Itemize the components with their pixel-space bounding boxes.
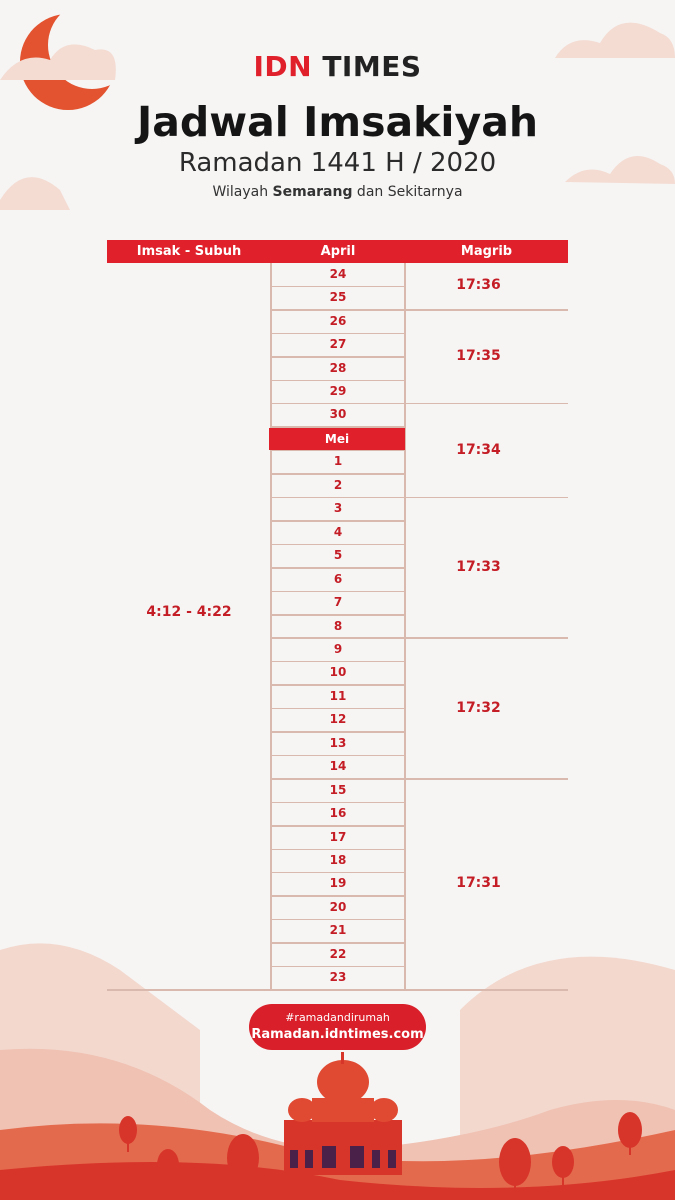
date-cell: 21 — [329, 923, 347, 938]
date-cell: 12 — [329, 712, 347, 727]
header-april: April — [320, 244, 356, 259]
date-cell: 2 — [333, 477, 343, 492]
grid-hline — [270, 309, 406, 311]
grid-hline — [270, 802, 406, 804]
brand-idn: IDN — [253, 50, 313, 83]
date-cell: 22 — [329, 946, 347, 961]
grid-hline — [270, 473, 406, 475]
grid-hline — [270, 497, 406, 499]
grid-hline — [270, 895, 406, 897]
grid-hline — [270, 567, 406, 569]
date-cell: 15 — [329, 782, 347, 797]
date-cell: 30 — [329, 407, 347, 422]
magrib-time: 17:33 — [456, 558, 501, 575]
grid-hline — [270, 356, 406, 358]
date-cell: 24 — [329, 266, 347, 281]
date-cell: 11 — [329, 688, 347, 703]
grid-hline — [270, 778, 406, 780]
grid-hline — [270, 380, 406, 382]
magrib-time: 17:31 — [456, 875, 501, 892]
header-magrib: Magrib — [460, 244, 513, 259]
grid-hline — [270, 731, 406, 733]
date-cell: 10 — [329, 665, 347, 680]
month-divider-mei: Mei — [269, 428, 405, 450]
date-cell: 7 — [333, 595, 343, 610]
magrib-divider — [404, 778, 568, 780]
grid-hline — [270, 333, 406, 335]
grid-hline — [270, 966, 406, 968]
brand-times: TIMES — [322, 50, 422, 83]
date-cell: 25 — [329, 290, 347, 305]
magrib-divider — [404, 309, 568, 311]
region-prefix: Wilayah — [212, 184, 273, 200]
footer-hashtag: #ramadandirumah — [285, 1011, 390, 1024]
date-cell: 20 — [329, 899, 347, 914]
imsak-subuh-time: 4:12 - 4:22 — [146, 604, 232, 620]
footer-url: Ramadan.idntimes.com — [251, 1027, 424, 1042]
grid-hline — [270, 286, 406, 288]
date-cell: 9 — [333, 641, 343, 656]
grid-hline — [270, 637, 406, 639]
magrib-time: 17:35 — [456, 347, 501, 364]
grid-hline — [270, 544, 406, 546]
date-cell: 13 — [329, 735, 347, 750]
footer-pill — [249, 1004, 426, 1050]
date-cell: 18 — [329, 853, 347, 868]
magrib-time: 17:36 — [456, 277, 501, 294]
magrib-time: 17:32 — [456, 699, 501, 716]
grid-hline — [270, 708, 406, 710]
grid-hline — [270, 919, 406, 921]
region-city: Semarang — [272, 184, 353, 200]
magrib-divider — [404, 403, 568, 405]
date-cell: 3 — [333, 501, 343, 516]
date-cell: 6 — [333, 571, 343, 586]
region-suffix: dan Sekitarnya — [352, 184, 463, 200]
header-imsak-subuh: Imsak - Subuh — [136, 244, 242, 259]
grid-hline — [270, 591, 406, 593]
date-cell: 14 — [329, 759, 347, 774]
grid-hline — [270, 661, 406, 663]
magrib-divider — [404, 497, 568, 499]
grid-hline — [270, 825, 406, 827]
date-cell: 28 — [329, 360, 347, 375]
grid-hline — [270, 849, 406, 851]
grid-hline — [270, 942, 406, 944]
date-cell: 1 — [333, 454, 343, 469]
date-cell: 4 — [333, 524, 343, 539]
grid-hline — [270, 872, 406, 874]
date-cell: 26 — [329, 313, 347, 328]
date-cell: 8 — [333, 618, 343, 633]
grid-hline — [270, 520, 406, 522]
magrib-time: 17:34 — [456, 441, 501, 458]
date-cell: 23 — [329, 970, 347, 985]
grid-hline — [270, 403, 406, 405]
grid-hline — [270, 614, 406, 616]
date-cell: 16 — [329, 806, 347, 821]
date-cell: 5 — [333, 548, 343, 563]
date-cell: 19 — [329, 876, 347, 891]
page-subtitle: Ramadan 1441 H / 2020 — [178, 148, 497, 178]
grid-hline-bottom — [107, 989, 568, 991]
magrib-divider — [404, 637, 568, 639]
grid-hline — [270, 684, 406, 686]
date-cell: 27 — [329, 337, 347, 352]
date-cell: 29 — [329, 383, 347, 398]
date-cell: 17 — [329, 829, 347, 844]
grid-hline — [270, 755, 406, 757]
page-title: Jadwal Imsakiyah — [136, 98, 539, 146]
